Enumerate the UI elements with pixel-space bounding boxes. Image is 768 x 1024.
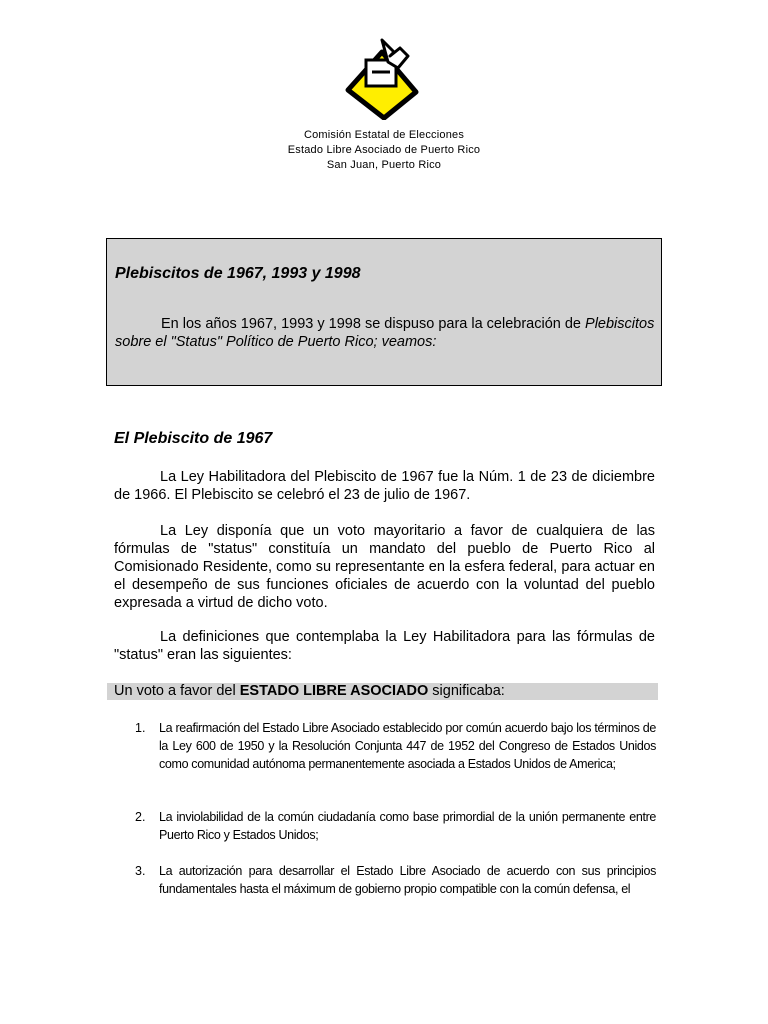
- ballot-box-logo: [342, 38, 422, 120]
- paragraph-2: [114, 522, 655, 612]
- paragraph-3: [114, 628, 655, 664]
- list-item-number: 1.: [135, 721, 146, 735]
- definition-heading-prefix: Un voto a favor del: [114, 683, 240, 699]
- intro-box: [106, 238, 662, 386]
- paragraph-2-text: La Ley disponía que un voto mayoritario a favor de cualquiera de las fórmulas de "status" constituía un mandato del pueblo de Puerto Rico al Comisionado Residente, como su representante en la esfera federal, para actuar en el desempeño de sus funciones oficiales de acuerdo con la voluntad del pueblo expresada a virtud de dicho voto.: [114, 523, 655, 611]
- paragraph-1-text: La Ley Habilitadora del Plebiscito de 1967 fue la Núm. 1 de 23 de diciembre de 1966. El Plebiscito se celebró el 23 de julio de 1967.: [114, 469, 655, 503]
- list-item-text: La autorización para desarrollar el Estado Libre Asociado de acuerdo con sus principios fundamentales hasta el máximum de gobierno propio compatible con la común defensa, el: [159, 864, 656, 896]
- list-item-number: 2.: [135, 810, 146, 824]
- definition-heading-bold: ESTADO LIBRE ASOCIADO: [239, 683, 429, 699]
- header-line-commission: Comisión Estatal de Elecciones: [303, 129, 465, 141]
- definition-heading-band: [107, 683, 658, 700]
- list-item-text: La reafirmación del Estado Libre Asociado establecido por común acuerdo bajo los términos de la Ley 600 de 1950 y la Resolución Conjunta 447 de 1952 del Congreso de Estados Unidos como comunidad autónoma permanentemente asociada a Estados Unidos de America;: [159, 721, 656, 771]
- intro-text: [115, 315, 655, 351]
- institution-header: [0, 128, 768, 173]
- paragraph-3-text: La definiciones que contemplaba la Ley Habilitadora para las fórmulas de "status" eran las siguientes:: [114, 629, 655, 663]
- list-item-text: La inviolabilidad de la común ciudadanía como base primordial de la unión permanente entre Puerto Rico y Estados Unidos;: [159, 810, 656, 842]
- intro-text-italic: Plebiscitos sobre el "Status" Político de Puerto Rico; veamos:: [115, 316, 655, 350]
- definition-heading-suffix: significaba:: [428, 683, 505, 699]
- header-line-city: San Juan, Puerto Rico: [326, 159, 442, 171]
- intro-title: Plebiscitos de 1967, 1993 y 1998: [115, 265, 361, 282]
- header-line-state: Estado Libre Asociado de Puerto Rico: [287, 144, 481, 156]
- section-title: El Plebiscito de 1967: [114, 430, 273, 447]
- definition-heading: [114, 683, 505, 700]
- list-item-number: 3.: [135, 864, 146, 878]
- intro-text-plain: En los años 1967, 1993 y 1998 se dispuso para la celebración de: [161, 316, 581, 332]
- paragraph-1: [114, 468, 655, 504]
